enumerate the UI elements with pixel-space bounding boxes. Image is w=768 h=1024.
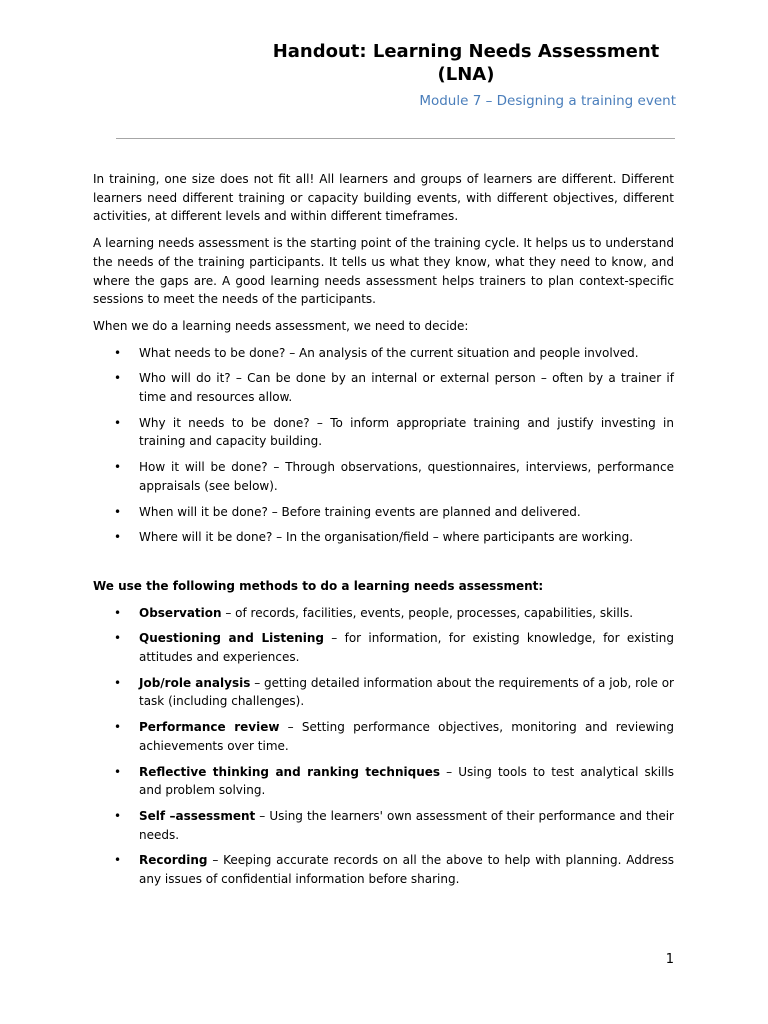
list-item bbox=[93, 503, 674, 522]
document-header bbox=[116, 40, 676, 109]
methods-list bbox=[93, 604, 674, 889]
method-term: Self –assessment bbox=[139, 808, 256, 823]
method-term: Reflective thinking and ranking techniques bbox=[139, 764, 441, 779]
list-item bbox=[93, 604, 674, 623]
lna-paragraph: A learning needs assessment is the starting point of the training cycle. It helps us to understand the needs of the training participants. It tells us what they know, what they need to know, and where the gaps are. A good learning needs assessment helps trainers to plan context-specific sessions to meet the needs of the participants. bbox=[93, 236, 674, 307]
document-body bbox=[93, 170, 674, 896]
bullet-icon: • bbox=[114, 675, 122, 690]
bullet-icon: • bbox=[114, 808, 122, 823]
document-title: Handout: Learning Needs Assessment (LNA) bbox=[272, 41, 660, 85]
list-item bbox=[93, 344, 674, 363]
method-description: – of records, facilities, events, people, processes, capabilities, skills. bbox=[221, 605, 634, 620]
list-item-text: What needs to be done? – An analysis of the current situation and people involved. bbox=[139, 345, 639, 360]
method-term: Job/role analysis bbox=[139, 675, 251, 690]
methods-heading: We use the following methods to do a learning needs assessment: bbox=[93, 578, 544, 593]
method-description: – for information, for existing knowledge, for existing attitudes and experiences. bbox=[139, 631, 674, 665]
list-item bbox=[93, 763, 674, 800]
decide-list bbox=[93, 344, 674, 547]
bullet-icon: • bbox=[114, 530, 122, 545]
list-item bbox=[93, 528, 674, 547]
list-item bbox=[93, 851, 674, 888]
list-item bbox=[93, 629, 674, 666]
method-description: – Using the learners' own assessment of their performance and their needs. bbox=[139, 808, 674, 842]
method-description: – Keeping accurate records on all the above to help with planning. Address any issues of confidential information before sharing. bbox=[139, 853, 674, 887]
page-number: 1 bbox=[665, 952, 674, 967]
method-term: Questioning and Listening bbox=[139, 631, 325, 646]
bullet-icon: • bbox=[114, 460, 122, 475]
list-item-text: Why it needs to be done? – To inform appropriate training and justify investing in training and capacity building. bbox=[139, 415, 674, 449]
method-term: Performance review bbox=[139, 720, 280, 735]
list-item bbox=[93, 414, 674, 451]
method-term: Recording bbox=[139, 853, 208, 868]
method-description: – Using tools to test analytical skills and problem solving. bbox=[139, 764, 675, 798]
bullet-icon: • bbox=[114, 345, 122, 360]
header-divider bbox=[116, 138, 675, 139]
list-item bbox=[93, 458, 674, 495]
method-description: – getting detailed information about the requirements of a job, role or task (including challenges). bbox=[139, 675, 674, 709]
bullet-icon: • bbox=[114, 853, 122, 868]
bullet-icon: • bbox=[114, 631, 122, 646]
bullet-icon: • bbox=[114, 764, 122, 779]
bullet-icon: • bbox=[114, 371, 122, 386]
list-item bbox=[93, 674, 674, 711]
bullet-icon: • bbox=[114, 504, 122, 519]
list-item bbox=[93, 369, 674, 406]
list-item bbox=[93, 718, 674, 755]
list-item-text: How it will be done? – Through observations, questionnaires, interviews, performance appraisals (see below). bbox=[139, 460, 674, 493]
intro-paragraph: In training, one size does not fit all! All learners and groups of learners are different. Different learners need different training or capacity building events, with different objectives, different activities, at different levels and within different timeframes. bbox=[93, 172, 674, 224]
list-item-text: Where will it be done? – In the organisation/field – where participants are working. bbox=[139, 530, 634, 545]
list-item bbox=[93, 807, 674, 844]
bullet-icon: • bbox=[114, 720, 122, 735]
list-item-text: When will it be done? – Before training events are planned and delivered. bbox=[139, 504, 581, 519]
module-subtitle: Module 7 – Designing a training event bbox=[419, 93, 676, 109]
bullet-icon: • bbox=[114, 415, 122, 430]
method-description: – Setting performance objectives, monitoring and reviewing achievements over time. bbox=[139, 720, 674, 753]
bullet-icon: • bbox=[114, 605, 122, 620]
decide-intro: When we do a learning needs assessment, we need to decide: bbox=[93, 318, 469, 333]
method-term: Observation bbox=[139, 605, 222, 620]
list-item-text: Who will do it? – Can be done by an internal or external person – often by a trainer if time and resources allow. bbox=[139, 371, 674, 405]
